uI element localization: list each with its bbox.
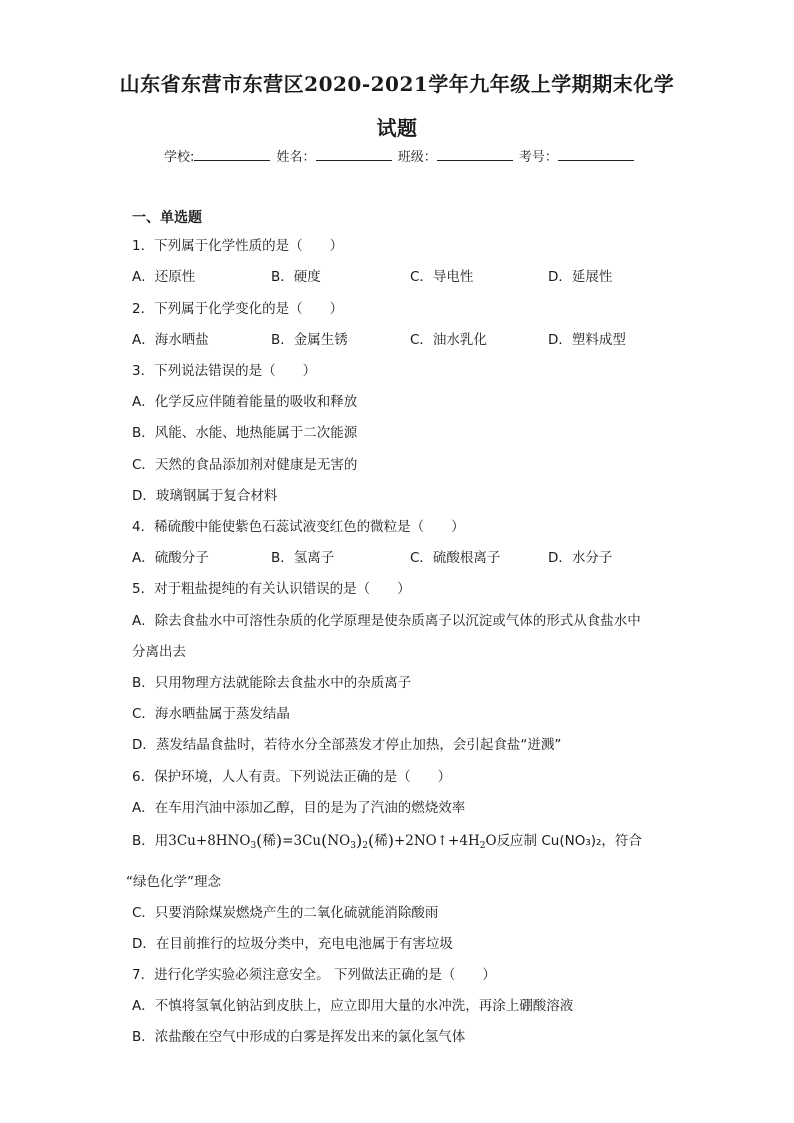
q6-option-d: D．在目前推行的垃圾分类中，充电电池属于有害垃圾 [132, 936, 453, 952]
q7-option-a: A．不慎将氢氧化钠沾到皮肤上，应立即用大量的水冲洗，再涂上硼酸溶液 [132, 998, 574, 1014]
q5-option-d: D．蒸发结晶食盐时，若待水分全部蒸发才停止加热，会引起食盐“迸溅” [132, 737, 562, 753]
q5-option-a-line-2: 分离出去 [132, 644, 186, 660]
q2-option-d: D．塑料成型 [548, 332, 626, 348]
q1-option-a: A．还原性 [132, 269, 196, 285]
q2-option-b: B．金属生锈 [271, 332, 348, 348]
name-blank[interactable] [316, 148, 392, 161]
question-1-stem: 1．下列属于化学性质的是（ ） [132, 238, 344, 254]
q1-option-c: C．导电性 [410, 269, 474, 285]
question-2-stem: 2．下列属于化学变化的是（ ） [132, 301, 344, 317]
school-blank[interactable] [194, 148, 270, 161]
eq-part-1: 3Cu+8HNO [168, 833, 251, 849]
q6-option-a: A．在车用汽油中添加乙醇，目的是为了汽油的燃烧效率 [132, 800, 466, 816]
question-3-stem: 3．下列说法错误的是（ ） [132, 363, 317, 379]
class-label: 班级： [397, 150, 437, 165]
q6-b-prefix: B．用 [132, 833, 169, 849]
q1-option-d: D．延展性 [548, 269, 613, 285]
eq-part-3: NO [327, 833, 351, 849]
exam-number-blank[interactable] [558, 148, 634, 161]
eq-dilute-1: 稀 [262, 833, 276, 849]
q3-option-a: A．化学反应伴随着能量的吸收和释放 [132, 394, 358, 410]
eq-sub-1: 3 [250, 841, 257, 851]
eq-sub-3: 2 [362, 841, 368, 851]
q6-option-b-line-2: “绿色化学”理念 [126, 874, 221, 890]
q7-option-b: B．浓盐酸在空气中形成的白雾是挥发出来的氯化氢气体 [132, 1029, 466, 1045]
exam-title-line-2: 试题 [376, 116, 418, 140]
question-7-stem: 7．进行化学实验必须注意安全。 下列做法正确的是（ ） [132, 967, 496, 983]
exam-number-label: 考号： [518, 150, 558, 165]
question-4-stem: 4．稀硫酸中能使紫色石蕊试液变红色的微粒是（ ） [132, 519, 465, 535]
q4-option-b: B．氢离子 [271, 550, 335, 566]
q5-option-c: C．海水晒盐属于蒸发结晶 [132, 706, 290, 722]
q2-option-c: C．油水乳化 [410, 332, 487, 348]
section-title: 一、单选题 [132, 210, 202, 226]
q6-option-c: C．只要消除煤炭燃烧产生的二氧化硫就能消除酸雨 [132, 905, 439, 921]
eq-dilute-2: 稀 [374, 833, 388, 849]
q6-option-b-line-1 [132, 829, 642, 851]
class-blank[interactable] [437, 148, 513, 161]
q4-option-c: C．硫酸根离子 [410, 550, 501, 566]
eq-sub-2: 3 [350, 841, 356, 851]
q3-option-c: C．天然的食品添加剂对健康是无害的 [132, 457, 358, 473]
q6-b-suffix: 反应制 Cu(NO₃)₂，符合 [496, 833, 642, 849]
q2-option-a: A．海水晒盐 [132, 332, 209, 348]
q5-option-a-line-1: A．除去食盐水中可溶性杂质的化学原理是使杂质离子以沉淀或气体的形式从食盐水中 [132, 613, 641, 629]
eq-sub-4: 2 [479, 841, 486, 851]
q3-option-b: B．风能、水能、地热能属于二次能源 [132, 425, 358, 441]
eq-part-5: O [485, 833, 497, 849]
name-label: 姓名： [276, 150, 316, 165]
exam-title-line-1: 山东省东营市东营区2020-2021学年九年级上学期期末化学 [119, 72, 675, 96]
student-info-row [164, 146, 636, 165]
eq-part-4: +2NO↑+4H [393, 833, 480, 849]
question-6-stem: 6．保护环境，人人有责。下列说法正确的是（ ） [132, 769, 452, 785]
q1-option-b: B．硬度 [271, 269, 321, 285]
school-label: 学校: [164, 150, 195, 165]
eq-part-2: =3Cu [282, 833, 322, 849]
q4-option-d: D．水分子 [548, 550, 613, 566]
q4-option-a: A．硫酸分子 [132, 550, 209, 566]
q3-option-d: D．玻璃钢属于复合材料 [132, 488, 278, 504]
chemical-equation: $3Cu+8HNO_3$(稀)$=3Cu(NO_3)_2$(稀)$+2NO↑+4H_2O$ [168, 831, 497, 851]
question-5-stem: 5．对于粗盐提纯的有关认识错误的是（ ） [132, 581, 411, 597]
q5-option-b: B．只用物理方法就能除去食盐水中的杂质离子 [132, 675, 412, 691]
